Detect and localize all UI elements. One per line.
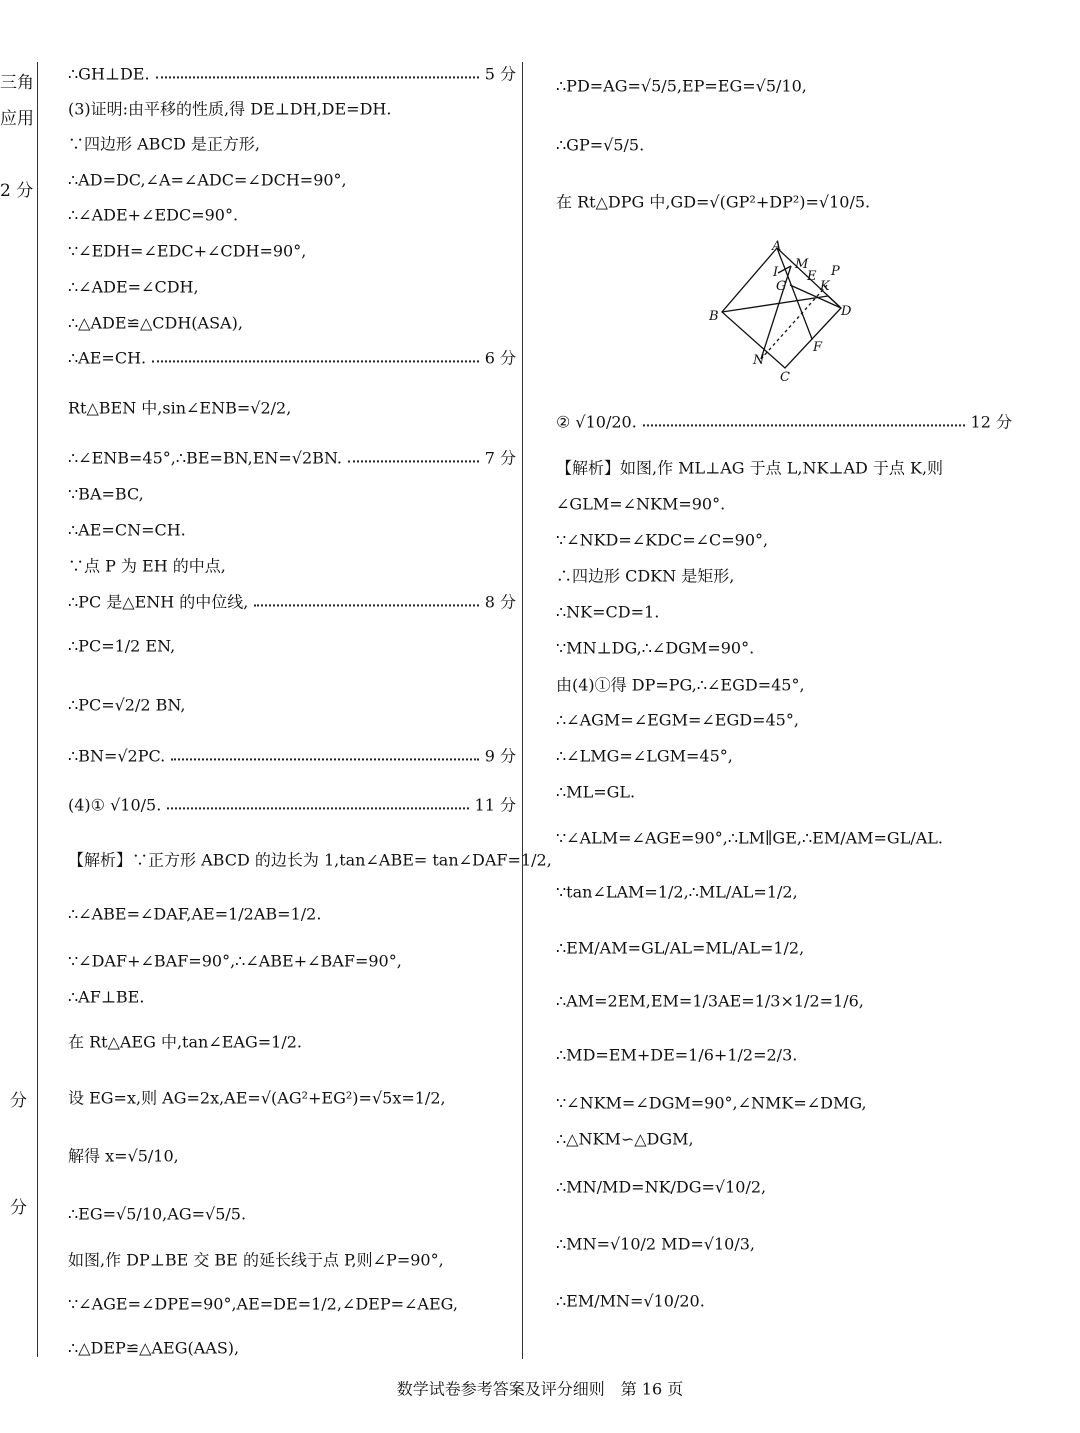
figure-label: K: [820, 279, 830, 294]
figure-label: G: [776, 279, 787, 294]
text-line: [556, 1093, 1012, 1112]
line-text: ∴NK=CD=1.: [556, 602, 660, 622]
text-line: [556, 1129, 1012, 1148]
line-text: ∵点 P 为 EH 的中点,: [68, 556, 226, 576]
text-line: [556, 1234, 1012, 1253]
dot-leader: [156, 76, 479, 78]
line-text: ∴∠LMG=∠LGM=45°,: [556, 746, 733, 766]
text-line: [68, 850, 552, 870]
line-text: ∴△NKM∽△DGM,: [556, 1129, 694, 1149]
line-text: ∵四边形 ABCD 是正方形,: [68, 134, 260, 154]
text-line: [68, 1338, 516, 1357]
text-line: [556, 1291, 1012, 1310]
text-line: [68, 1032, 516, 1051]
text-line: [556, 412, 1012, 431]
line-text: (3)证明:由平移的性质,得 DE⊥DH,DE=DH.: [68, 99, 392, 119]
line-text: ∴∠AGM=∠EGM=∠EGD=45°,: [556, 710, 799, 730]
text-line: [68, 448, 516, 467]
line-text: ∵∠EDH=∠EDC+∠CDH=90°,: [68, 241, 307, 261]
score-points: 9 分: [484, 746, 516, 766]
text-line: [68, 134, 516, 153]
line-text: ∴∠ENB=45°,∴BE=BN,EN=√2BN.: [68, 448, 342, 468]
line-text: ∴AE=CN=CH.: [68, 520, 186, 540]
text-line: [68, 1294, 516, 1313]
text-line: [68, 904, 516, 923]
text-line: [556, 76, 1012, 95]
line-text: ∴ML=GL.: [556, 782, 636, 802]
margin-note: 三角: [0, 73, 34, 93]
text-line: [68, 241, 516, 260]
dot-leader: [643, 424, 965, 426]
line-text: ∵BA=BC,: [68, 484, 144, 504]
line-text: ∠GLM=∠NKM=90°.: [556, 494, 726, 514]
dot-leader: [167, 807, 468, 809]
line-text: 【解析】如图,作 ML⊥AG 于点 L,NK⊥AD 于点 K,则: [556, 458, 944, 478]
figure-label: P: [831, 264, 840, 279]
line-text: ∵∠ALM=∠AGE=90°,∴LM∥GE,∴EM/AM=GL/AL.: [556, 828, 943, 848]
line-text: ∴AE=CH.: [68, 348, 147, 368]
line-text: ∴EM/AM=GL/AL=ML/AL=1/2,: [556, 938, 805, 958]
score-points: 11 分: [474, 795, 516, 815]
line-text: ② √10/20.: [556, 412, 637, 432]
line-text: 在 Rt△AEG 中,tan∠EAG=1/2.: [68, 1032, 302, 1052]
line-text: ∴AM=2EM,EM=1/3AE=1/3×1/2=1/6,: [556, 991, 864, 1011]
figure-label: B: [709, 309, 719, 324]
text-line: [556, 991, 1012, 1010]
text-line: [556, 782, 1012, 801]
text-line: [68, 951, 516, 970]
line-gd: [790, 285, 841, 308]
margin-note: 2 分: [0, 181, 34, 201]
text-line: [556, 1177, 1012, 1196]
text-line: [68, 746, 516, 765]
text-line: [556, 192, 1012, 211]
line-text: ∴MN/MD=NK/DG=√10/2,: [556, 1177, 767, 1197]
line-text: ∴∠ADE+∠EDC=90°.: [68, 205, 239, 225]
line-text: Rt△BEN 中,sin∠ENB=√2/2,: [68, 398, 292, 418]
geometry-figure: [700, 238, 860, 388]
text-line: [68, 99, 516, 118]
text-line: [68, 695, 516, 714]
text-line: [556, 458, 1012, 477]
figure-label: A: [772, 239, 782, 254]
line-text: ∵tan∠LAM=1/2,∴ML/AL=1/2,: [556, 882, 798, 902]
line-text: ∵∠DAF+∠BAF=90°,∴∠ABE+∠BAF=90°,: [68, 951, 402, 971]
line-text: ∵∠NKM=∠DGM=90°,∠NMK=∠DMG,: [556, 1093, 867, 1113]
square-abcd: [722, 248, 841, 368]
figure-label: F: [813, 340, 823, 355]
figure-label: C: [780, 370, 790, 385]
page-footer: 数学试卷参考答案及评分细则 第 16 页: [396, 1379, 684, 1399]
line-text: ∴PC=1/2 EN,: [68, 636, 176, 656]
text-line: [68, 205, 516, 224]
text-line: [68, 1204, 516, 1223]
line-text: 如图,作 DP⊥BE 交 BE 的延长线于点 P,则∠P=90°,: [68, 1250, 444, 1270]
left-margin-rule: [37, 62, 38, 1357]
line-text: ∴EG=√5/10,AG=√5/5.: [68, 1204, 247, 1224]
line-text: ∴PD=AG=√5/5,EP=EG=√5/10,: [556, 76, 807, 96]
score-points: 12 分: [970, 412, 1012, 432]
text-line: [556, 566, 1012, 585]
line-text: ∵∠AGE=∠DPE=90°,AE=DE=1/2,∠DEP=∠AEG,: [68, 1294, 458, 1314]
text-line: [556, 638, 1012, 657]
text-line: [556, 1045, 1012, 1064]
line-text: ∵∠NKD=∠KDC=∠C=90°,: [556, 530, 769, 550]
text-line: [68, 1088, 516, 1107]
figure-label: E: [807, 269, 817, 284]
text-line: [68, 795, 516, 814]
score-points: 5 分: [484, 64, 516, 84]
line-text: ∴EM/MN=√10/20.: [556, 1291, 705, 1311]
text-line: [68, 556, 516, 575]
text-line: [68, 64, 516, 83]
score-points: 6 分: [484, 348, 516, 368]
figure-label: M: [795, 257, 809, 272]
score-points: 8 分: [484, 592, 516, 612]
figure-label: I: [773, 265, 779, 280]
text-line: [556, 938, 1012, 957]
text-line: [556, 135, 1012, 154]
line-text: ∴△DEP≌△AEG(AAS),: [68, 1338, 240, 1358]
text-line: [556, 675, 1012, 694]
text-line: [68, 398, 516, 417]
line-pd: [828, 296, 841, 308]
text-line: [556, 602, 1012, 621]
line-text: ∴MN=√10/2 MD=√10/3,: [556, 1234, 756, 1254]
line-text: ∴∠ABE=∠DAF,AE=1/2AB=1/2.: [68, 904, 322, 924]
text-line: [68, 1250, 516, 1269]
line-text: ∴△ADE≌△CDH(ASA),: [68, 313, 243, 333]
text-line: [556, 828, 1012, 847]
dot-leader: [254, 604, 478, 606]
text-line: [556, 710, 1012, 729]
line-be: [722, 296, 828, 312]
text-line: [68, 520, 516, 539]
text-line: [556, 530, 1012, 549]
line-text: 在 Rt△DPG 中,GD=√(GP²+DP²)=√10/5.: [556, 192, 871, 212]
text-line: [68, 987, 516, 1006]
line-text: ∴∠ADE=∠CDH,: [68, 277, 199, 297]
line-text: ∴GH⊥DE.: [68, 64, 150, 84]
line-text: 由(4)①得 DP=PG,∴∠EGD=45°,: [556, 675, 805, 695]
text-line: [68, 592, 516, 611]
text-line: [68, 636, 516, 655]
line-text: ∴PC 是△ENH 的中位线,: [68, 592, 249, 612]
line-text: ∴四边形 CDKN 是矩形,: [556, 566, 735, 586]
line-text: 设 EG=x,则 AG=2x,AE=√(AG²+EG²)=√5x=1/2,: [68, 1088, 446, 1108]
line-text: ∵MN⊥DG,∴∠DGM=90°.: [556, 638, 755, 658]
line-text: ∴GP=√5/5.: [556, 135, 645, 155]
text-line: [68, 170, 516, 189]
line-text: ∴BN=√2PC.: [68, 746, 166, 766]
text-line: [68, 484, 516, 503]
margin-note: 分: [10, 1198, 27, 1218]
line-text: ∴PC=√2/2 BN,: [68, 695, 186, 715]
text-line: [556, 882, 1012, 901]
line-text: 解得 x=√5/10,: [68, 1146, 179, 1166]
margin-note: 应用: [0, 109, 34, 129]
figure-label: D: [841, 304, 852, 319]
score-points: 7 分: [484, 448, 516, 468]
line-text: 【解析】∵正方形 ABCD 的边长为 1,tan∠ABE= tan∠DAF=1/2,: [68, 850, 552, 870]
text-line: [556, 746, 1012, 765]
text-line: [68, 313, 516, 332]
margin-note: 分: [10, 1091, 27, 1111]
line-text: ∴AD=DC,∠A=∠ADC=∠DCH=90°,: [68, 170, 347, 190]
line-text: (4)① √10/5.: [68, 795, 162, 815]
text-line: [556, 494, 1012, 513]
text-line: [68, 277, 516, 296]
column-divider: [522, 62, 523, 1359]
line-text: ∴MD=EM+DE=1/6+1/2=2/3.: [556, 1045, 798, 1065]
dot-leader: [348, 460, 479, 462]
dot-leader: [171, 758, 478, 760]
line-text: ∴AF⊥BE.: [68, 987, 145, 1007]
dot-leader: [152, 360, 479, 362]
text-line: [68, 1146, 516, 1165]
figure-label: N: [753, 353, 765, 368]
text-line: [68, 348, 516, 367]
